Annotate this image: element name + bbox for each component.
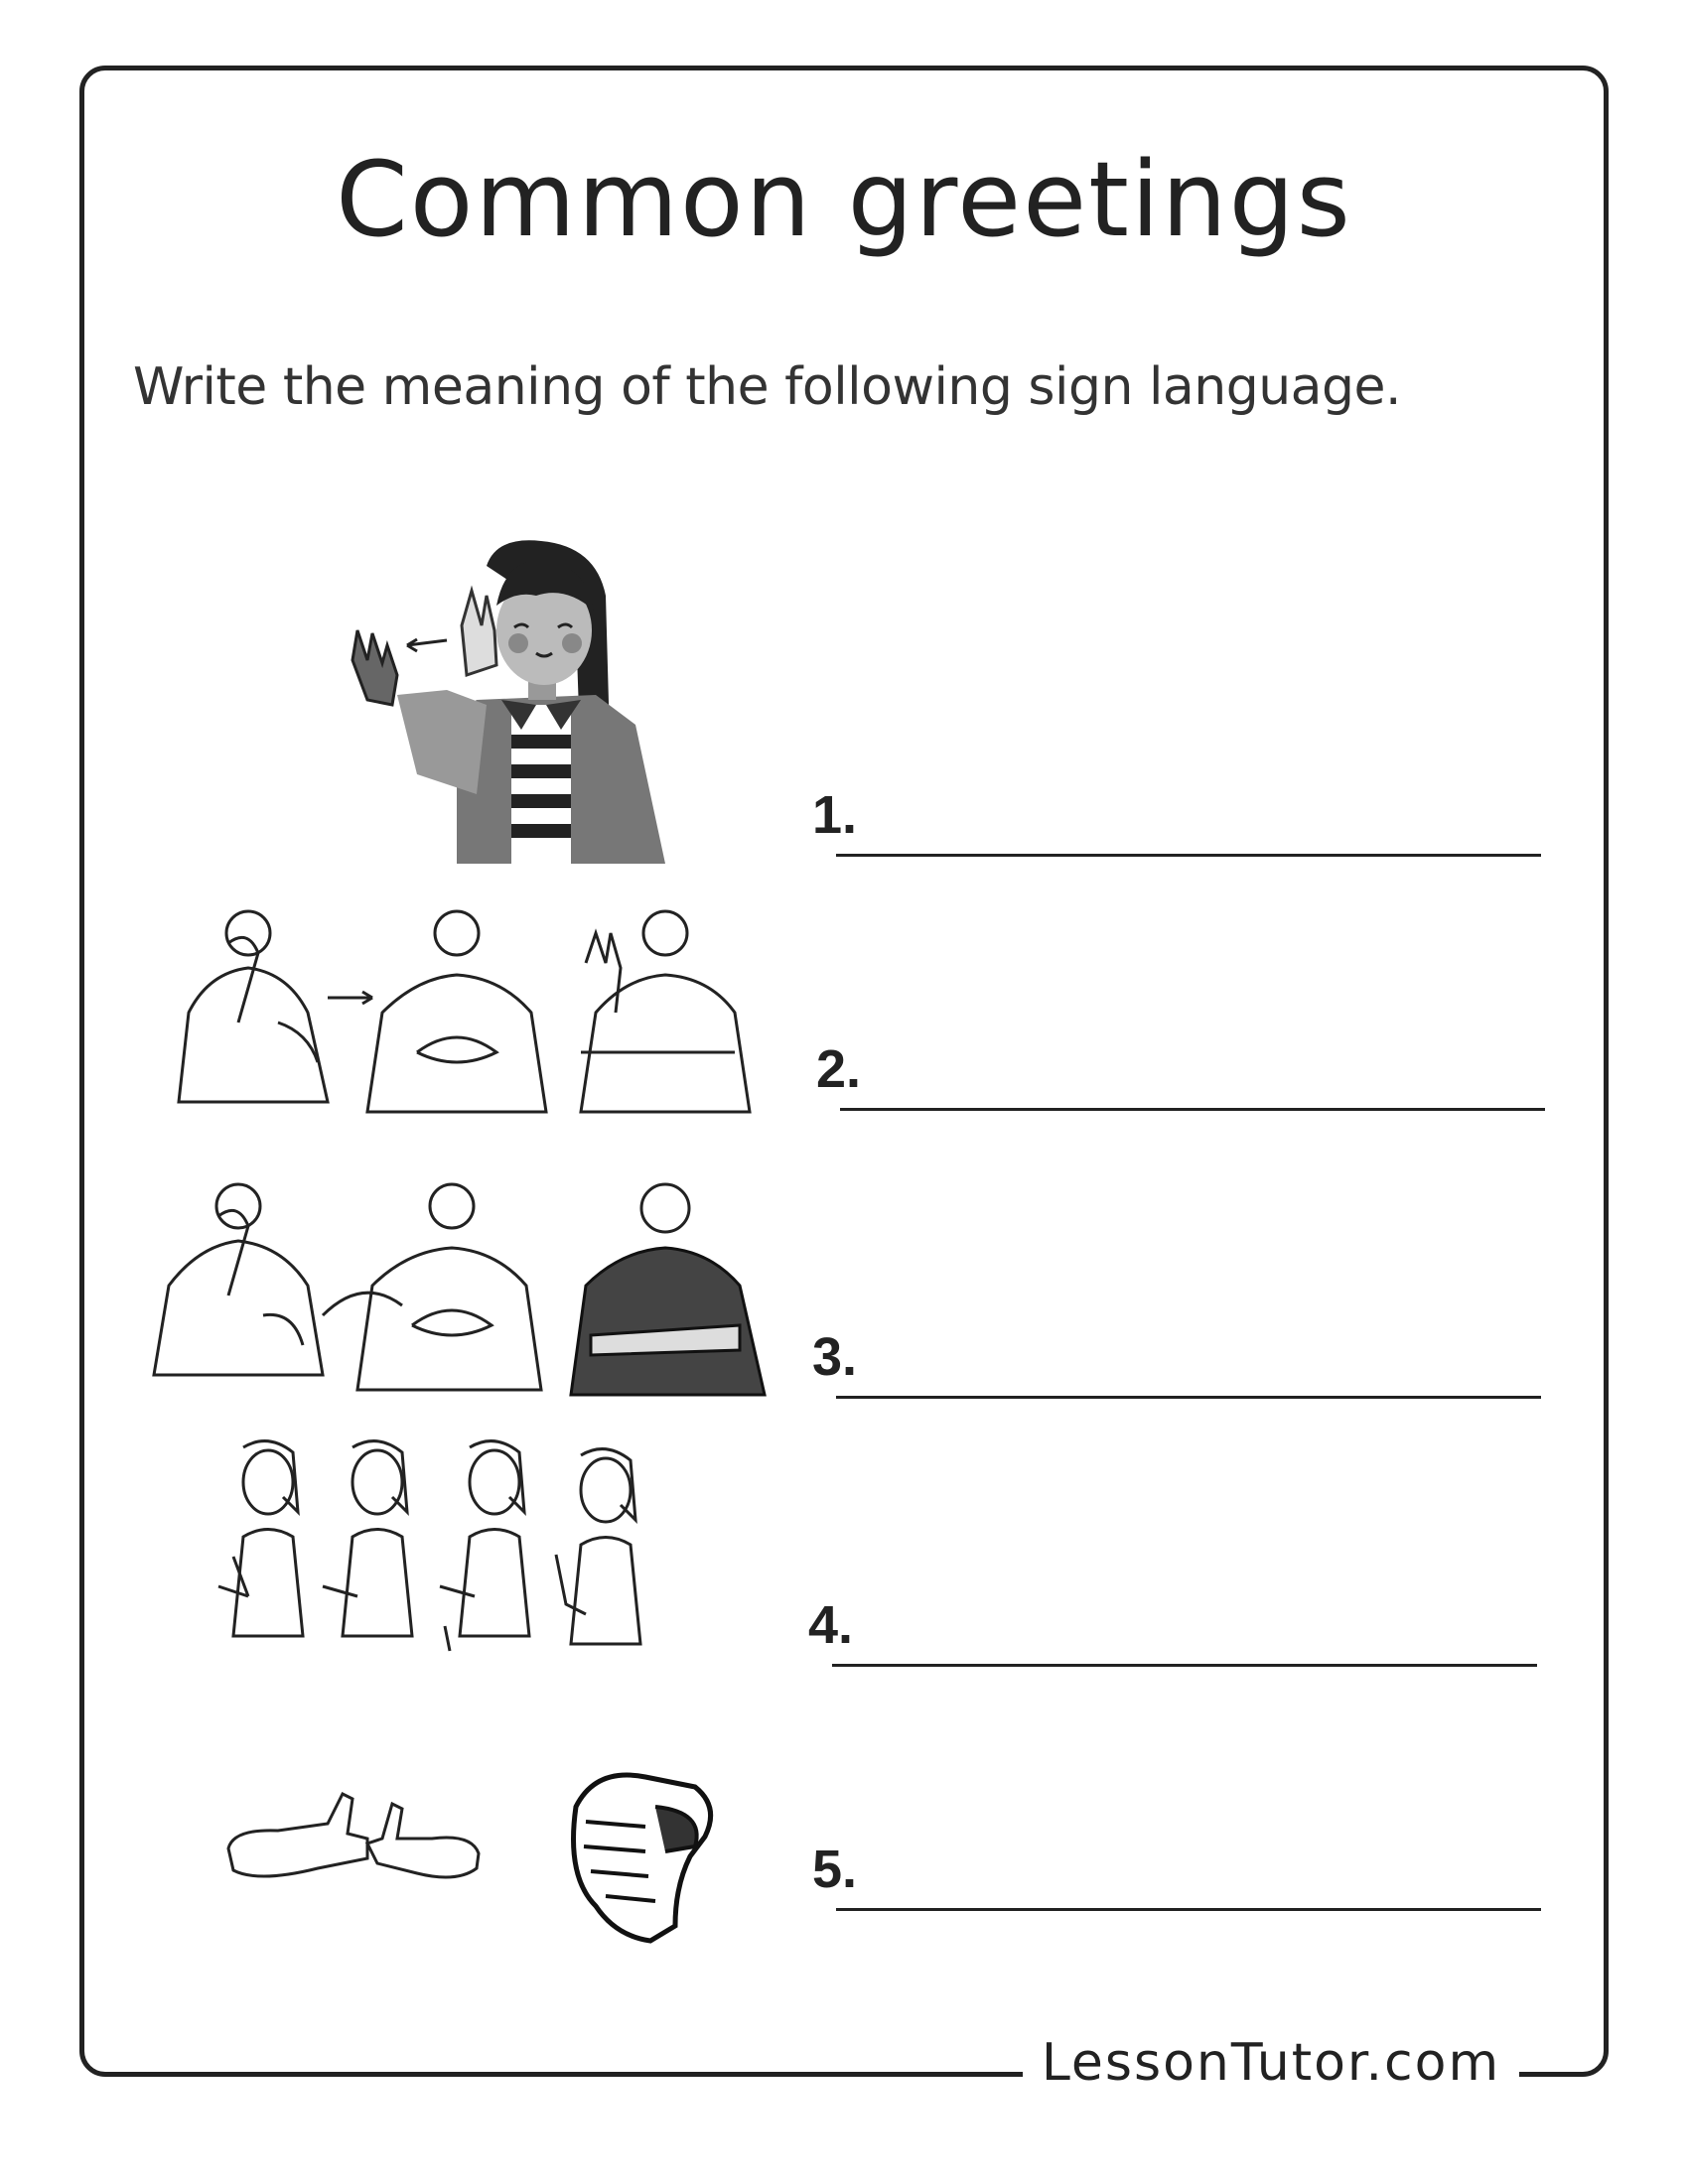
answer-line-1[interactable] <box>836 854 1541 857</box>
sign-illustration-5 <box>218 1759 735 1958</box>
question-number-5: 5. <box>812 1840 858 1899</box>
answer-line-3[interactable] <box>836 1396 1541 1399</box>
question-number-1: 1. <box>812 785 858 845</box>
instructions: Write the meaning of the following sign language. <box>133 357 1402 417</box>
sign-illustration-3 <box>144 1176 779 1400</box>
answer-line-5[interactable] <box>836 1908 1541 1911</box>
sign-illustration-2 <box>159 903 774 1122</box>
sign-illustration-1 <box>338 536 675 864</box>
answer-line-4[interactable] <box>832 1664 1537 1667</box>
answer-line-2[interactable] <box>840 1108 1545 1111</box>
question-number-3: 3. <box>812 1327 858 1387</box>
question-number-4: 4. <box>808 1595 854 1655</box>
question-number-2: 2. <box>816 1039 862 1099</box>
page-title: Common greetings <box>336 139 1352 260</box>
footer-website: LessonTutor.com <box>1023 2025 1519 2101</box>
sign-illustration-4 <box>213 1437 670 1666</box>
